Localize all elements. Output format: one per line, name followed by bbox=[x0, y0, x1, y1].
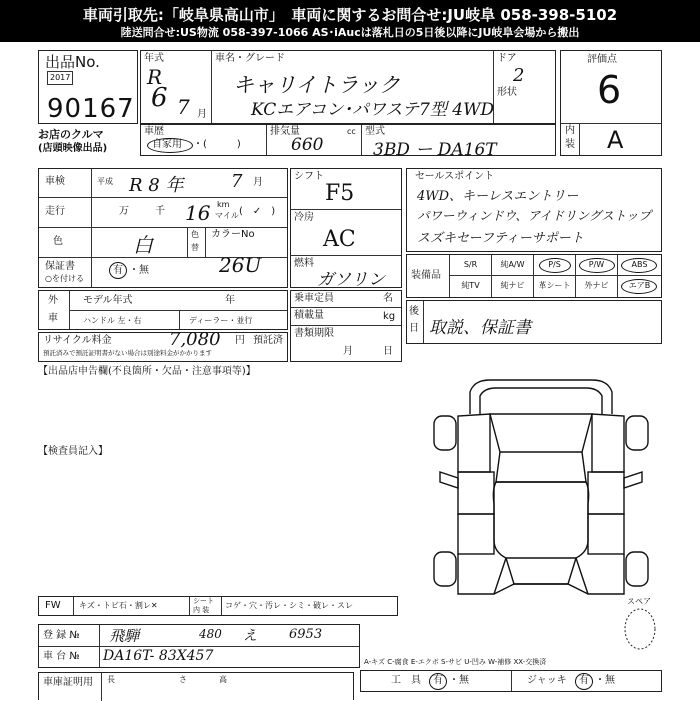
garage-cert-label: 車庫証明用 bbox=[43, 677, 93, 688]
fw-row bbox=[38, 596, 398, 616]
equip-navi: 純ナビ bbox=[492, 276, 534, 297]
mileage-bracket: ( ✓ ) bbox=[239, 206, 276, 217]
history-row bbox=[140, 124, 556, 160]
jack-label: ジャッキ bbox=[527, 675, 567, 686]
score-value: 6 bbox=[597, 68, 622, 112]
door-value: 2 bbox=[513, 65, 525, 86]
color-label: 色 bbox=[53, 236, 63, 247]
equipment-box bbox=[406, 254, 662, 298]
color-no-value: 26U bbox=[219, 253, 262, 277]
mileage-value: 16 bbox=[185, 201, 211, 225]
tools-none: ・無 bbox=[449, 675, 469, 686]
registration-kana: え bbox=[243, 628, 257, 644]
doc-deadline-label: 書類期限 bbox=[294, 328, 334, 339]
recycle-row bbox=[38, 329, 288, 362]
doc-deadline-day: 日 bbox=[383, 346, 393, 357]
garage-cert-row bbox=[38, 672, 354, 700]
shift-value: F5 bbox=[325, 181, 355, 206]
ac-value: AC bbox=[323, 227, 356, 252]
history-label: 車歴 bbox=[144, 126, 164, 137]
recycle-value: 7,080 bbox=[169, 329, 221, 350]
declaration-label: 【出品店申告欄(不良箇所・欠品・注意事項等)】 bbox=[38, 366, 256, 377]
shop-car-label: お店のクルマ bbox=[38, 128, 104, 141]
import-year: 年 bbox=[225, 295, 235, 306]
registration-label: 登 録 № bbox=[43, 630, 80, 641]
tools-selected: 有 bbox=[433, 675, 443, 686]
registration-box bbox=[38, 624, 360, 668]
jack-none: ・無 bbox=[595, 675, 615, 686]
lot-number-box bbox=[38, 50, 138, 124]
rear-label-bottom: 日 bbox=[409, 323, 419, 334]
registration-region: 飛騨 bbox=[109, 627, 140, 645]
sales-points-label: セールスポイント bbox=[415, 171, 495, 182]
sales-points-line2: パワーウィンドウ、アイドリングストップ bbox=[417, 208, 651, 223]
capacity-label: 乗車定員 bbox=[294, 293, 334, 304]
year-era: R bbox=[147, 65, 163, 89]
equip-pw: P/W bbox=[576, 255, 618, 276]
import-model-year: モデル年式 bbox=[83, 295, 133, 306]
recycle-unit: 円 bbox=[235, 335, 245, 346]
year-label: 年式 bbox=[144, 53, 164, 64]
sales-points-line1: 4WD、キーレスエントリー bbox=[417, 189, 579, 204]
mileage-unit-mile: マイル bbox=[215, 211, 239, 220]
fw-seat-items: コゲ・穴・汚レ・シミ・破レ・スレ bbox=[225, 601, 353, 610]
shift-label: シフト bbox=[294, 171, 324, 182]
mileage-man: 万 bbox=[119, 206, 129, 217]
recycle-note: 預託済みで預託証明書がない場合は別途料金がかかります bbox=[43, 349, 212, 357]
import-dealer: ディーラー・並行 bbox=[189, 316, 253, 325]
fw-seat-bottom: 内 装 bbox=[193, 606, 210, 614]
header-line1: 車両引取先:「岐阜県高山市」 車両に関するお問合せ:JU岐阜 058-398-5102 bbox=[82, 6, 618, 24]
displacement-unit: cc bbox=[347, 127, 356, 136]
spare-label: スペア bbox=[627, 597, 651, 606]
import-car-row bbox=[38, 290, 288, 330]
header-banner bbox=[0, 0, 700, 42]
doc-deadline-month: 月 bbox=[343, 346, 353, 357]
score-box bbox=[560, 50, 662, 156]
equip-abs: ABS bbox=[618, 255, 661, 276]
chassis-value: DA16T- 83X457 bbox=[103, 648, 214, 664]
equip-airbag: エアB bbox=[628, 281, 651, 290]
registration-number: 6953 bbox=[289, 627, 323, 642]
import-label-top: 外 bbox=[48, 295, 58, 306]
color-change-top: 色 bbox=[191, 230, 199, 239]
shape-label: 形状 bbox=[497, 87, 517, 98]
load-label: 積載量 bbox=[294, 310, 324, 321]
mileage-sen: 千 bbox=[155, 206, 165, 217]
equip-sr: S/R bbox=[450, 255, 492, 276]
damage-legend: A-キズ C-腐食 E-エクボ S-サビ U-凹み W-補修 XX-交換済 bbox=[364, 658, 547, 666]
equip-aw: 純A/W bbox=[492, 255, 534, 276]
recycle-label: リサイクル料金 bbox=[43, 335, 112, 346]
model-name: キャリイトラック bbox=[233, 73, 400, 97]
inspection-month-unit: 月 bbox=[253, 177, 263, 188]
chassis-label: 車 台 № bbox=[43, 651, 80, 662]
spec-column bbox=[290, 168, 402, 288]
year-value: 6 bbox=[151, 83, 168, 113]
rear-value: 取説、保証書 bbox=[429, 318, 531, 338]
vehicle-info-row bbox=[140, 50, 556, 124]
equip-ps: P/S bbox=[534, 255, 576, 276]
recycle-status: 預託済 bbox=[253, 335, 283, 346]
equip-ext-navi: 外ナビ bbox=[576, 276, 618, 297]
rear-notes-box bbox=[406, 300, 662, 344]
model-label: 車名・グレード bbox=[215, 53, 285, 64]
color-change-bottom: 替 bbox=[191, 243, 199, 252]
spare-tire-icon bbox=[622, 606, 658, 652]
import-handle: ハンドル 左・右 bbox=[83, 316, 142, 325]
lot-year-stamp: 2017 bbox=[47, 71, 73, 85]
history-selected: 自家用 bbox=[152, 139, 182, 150]
equip-tv: 純TV bbox=[450, 276, 492, 297]
tools-label: 工 具 bbox=[391, 675, 421, 686]
fw-label: FW bbox=[45, 600, 61, 611]
lot-title: 出品No. bbox=[45, 53, 100, 71]
car-body-diagram bbox=[410, 372, 672, 600]
tools-row bbox=[360, 670, 662, 692]
fuel-value: ガソリン bbox=[317, 270, 385, 290]
rear-label-top: 後 bbox=[409, 306, 419, 317]
interior-label-top: 内 bbox=[565, 125, 575, 136]
fw-items: キズ・トビ石・割レ✕ bbox=[79, 601, 158, 610]
load-unit: kg bbox=[383, 311, 396, 322]
registration-class: 480 bbox=[199, 627, 222, 641]
import-label-bottom: 車 bbox=[48, 313, 58, 324]
interior-value: A bbox=[607, 126, 624, 154]
inspector-label: 【検査員記入】 bbox=[38, 446, 108, 457]
year-month: 7 bbox=[177, 95, 190, 119]
model-code-label: 型式 bbox=[365, 126, 385, 137]
capacity-box bbox=[290, 290, 402, 362]
interior-label-bottom: 装 bbox=[565, 139, 575, 150]
displacement-value: 660 bbox=[291, 135, 324, 155]
fw-seat-top: シート bbox=[193, 597, 214, 605]
ac-label: 冷房 bbox=[294, 212, 314, 223]
equipment-label: 装備品 bbox=[411, 270, 441, 281]
lot-number: 90167 bbox=[47, 94, 135, 124]
capacity-unit: 名 bbox=[383, 293, 393, 304]
shop-car-sub: (店頭映像出品) bbox=[38, 143, 108, 154]
mileage-label: 走行 bbox=[45, 206, 65, 217]
inspection-era: 平成 bbox=[97, 177, 113, 186]
sales-points-box bbox=[406, 168, 662, 252]
detail-table bbox=[38, 168, 288, 288]
inspection-value: R 8 年 bbox=[129, 175, 184, 196]
equip-leather: 革シート bbox=[534, 276, 576, 297]
jack-selected: 有 bbox=[579, 675, 589, 686]
fuel-label: 燃料 bbox=[294, 258, 314, 269]
displacement-label: 排気量 bbox=[270, 126, 300, 137]
warranty-note: ○を付ける bbox=[45, 274, 84, 283]
warranty-selected: 有 bbox=[113, 265, 123, 276]
door-label: ドア bbox=[497, 53, 517, 64]
model-grade: KCエアコン･パワステ7型 4WD bbox=[251, 100, 495, 120]
model-code-value: 3BD ー DA16T bbox=[373, 140, 497, 160]
garage-cert-partial: 長 さ 高 bbox=[107, 675, 227, 684]
inspection-month: 7 bbox=[231, 171, 243, 192]
color-value: 白 bbox=[133, 233, 153, 257]
sales-points-line3: スズキセーフティーサポート bbox=[417, 231, 584, 246]
mileage-unit-km: km bbox=[217, 200, 230, 209]
color-no-label: カラーNo bbox=[211, 229, 255, 240]
year-month-unit: 月 bbox=[197, 109, 207, 120]
header-line2: 陸送問合せ:US物流 058-397-1066 AS･iAucは落札日の5日後以降にJU岐阜会場から搬出 bbox=[120, 26, 580, 39]
history-bracket: ・( ) bbox=[193, 139, 241, 150]
inspection-label: 車検 bbox=[45, 176, 65, 187]
warranty-none: ・無 bbox=[129, 265, 149, 276]
score-label: 評価点 bbox=[587, 54, 617, 65]
warranty-label: 保証書 bbox=[45, 261, 75, 272]
